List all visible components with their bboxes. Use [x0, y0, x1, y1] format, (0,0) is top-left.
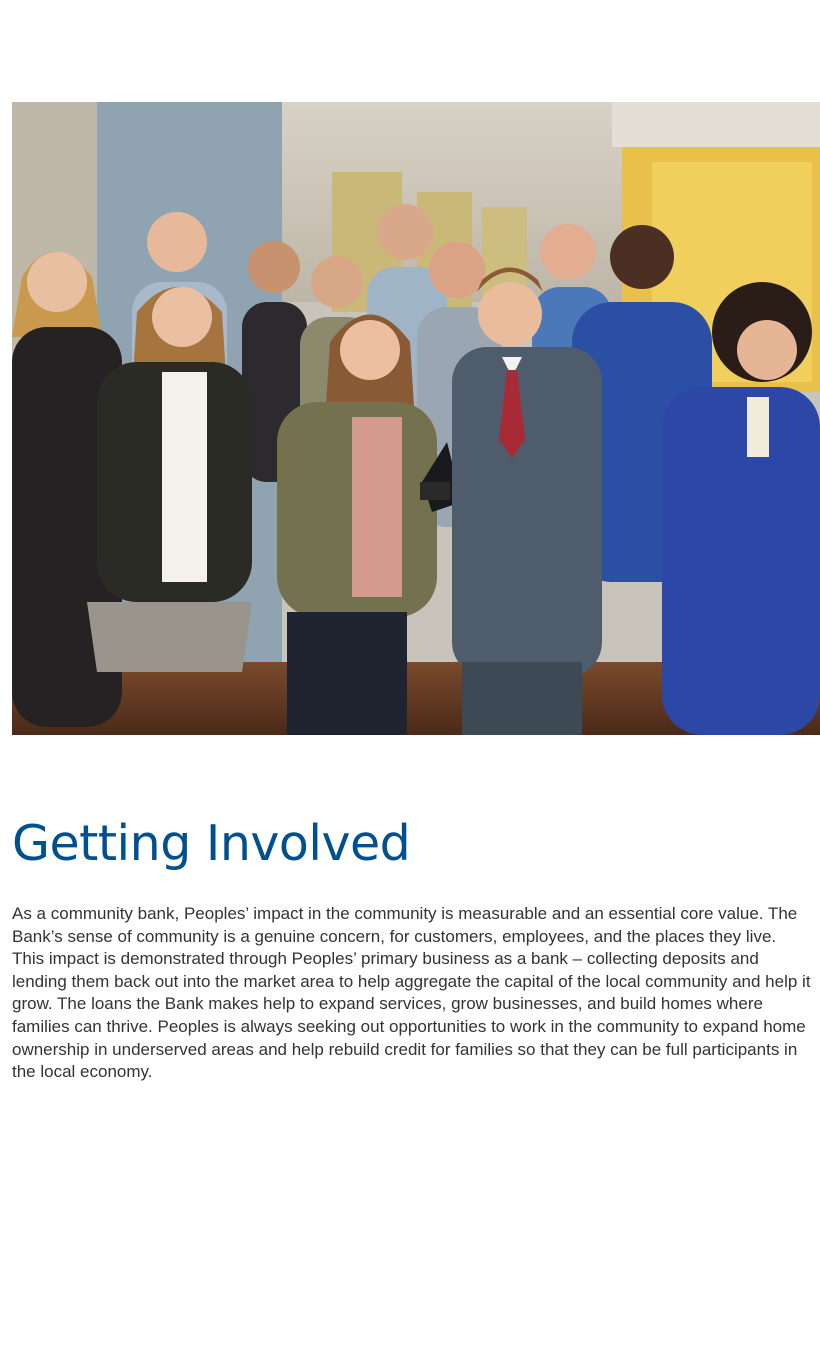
group-photo: [12, 102, 820, 735]
group-photo-icon: [12, 102, 820, 735]
section-heading: Getting Involved: [12, 815, 411, 872]
section-body-text: As a community bank, Peoples’ impact in the community is measurable and an essential core value. The Bank’s sense of community is a genuine concern, for customers, employees, and the places they live. This impact is demonstrated through Peoples’ primary business as a bank – collecting deposits and lending them back out into the market area to help aggregate the capital of the local community and help it grow. The loans the Bank makes help to expand services, grow businesses, and build homes where families can thrive. Peoples is always seeking out opportunities to work in the community to expand home ownership in underserved areas and help rebuild credit for families so that they can be full participants in the local economy.: [12, 904, 811, 1082]
